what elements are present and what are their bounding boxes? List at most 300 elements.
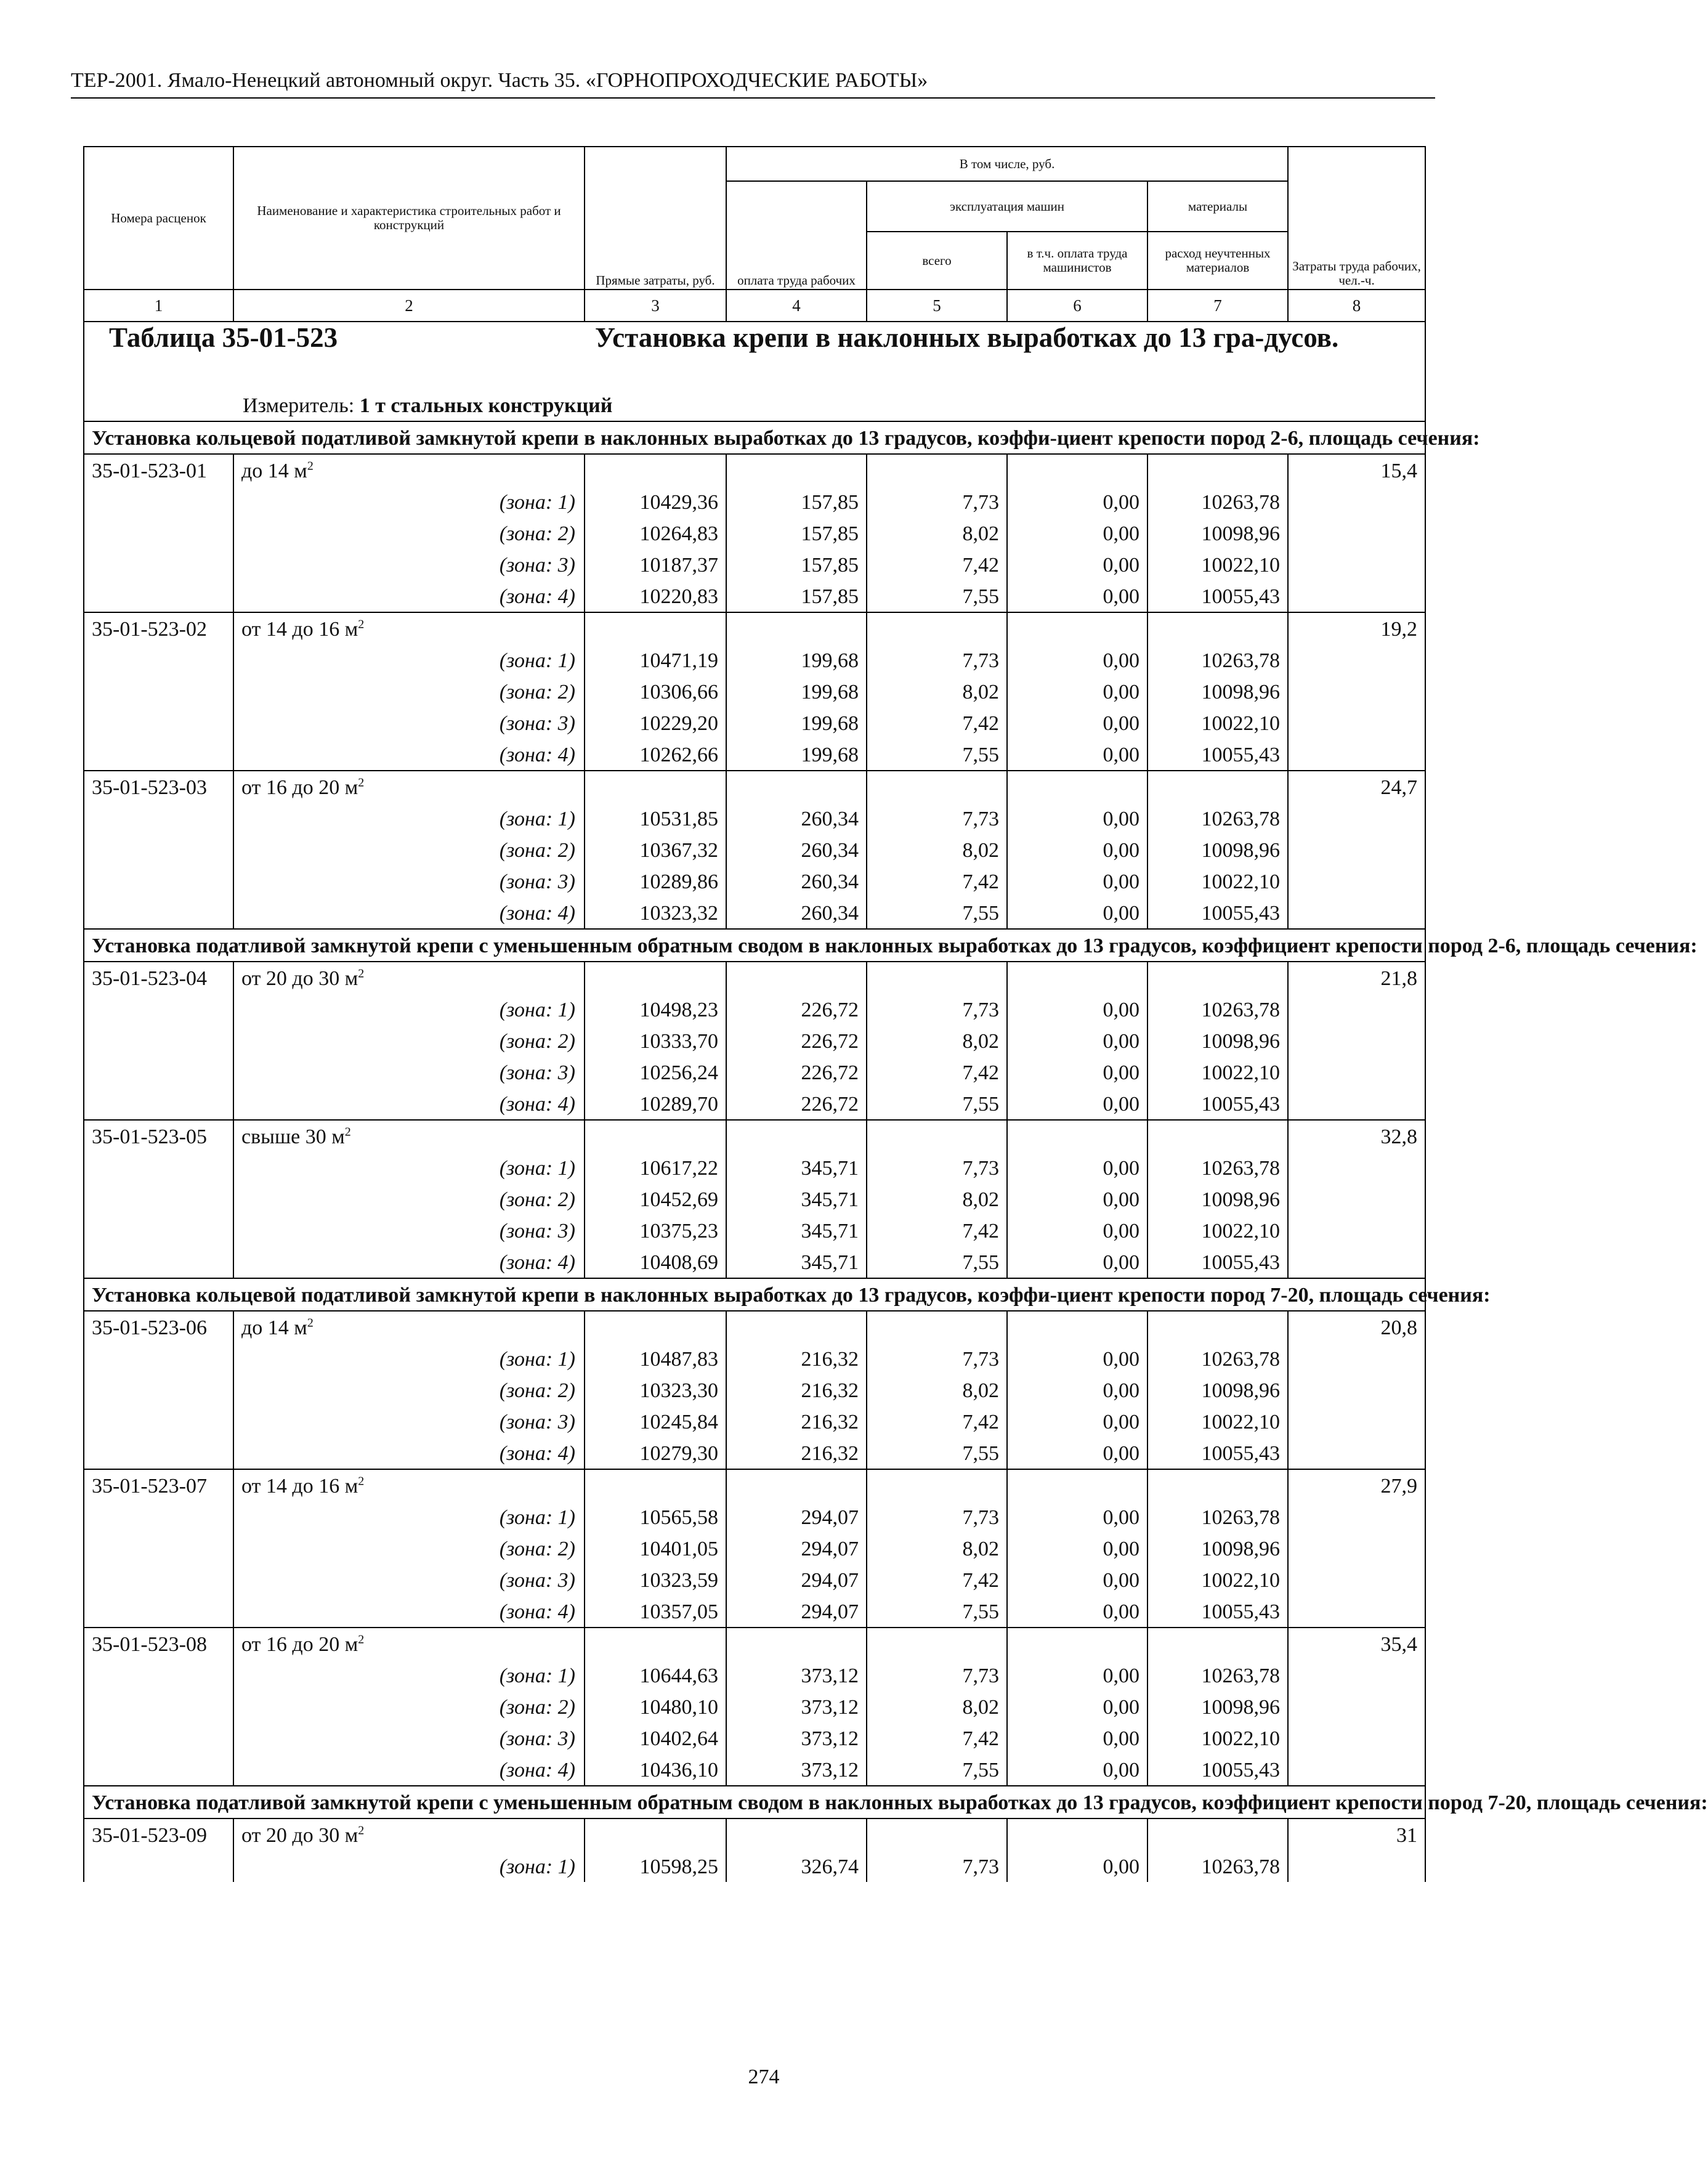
direct-cost: 10480,10 (585, 1691, 726, 1722)
empty-cell (84, 834, 233, 866)
machine-total: 8,02 (867, 1691, 1007, 1722)
empty-cell (84, 1754, 233, 1786)
col-number: 1 (84, 290, 233, 322)
worker-pay: 216,32 (726, 1406, 867, 1437)
col-numbers-row (84, 290, 1425, 322)
direct-cost: 10306,66 (585, 676, 726, 707)
machine-total: 7,55 (867, 1088, 1007, 1120)
empty-cell (1007, 962, 1147, 994)
zone-row (84, 676, 1425, 707)
operator-pay: 0,00 (1007, 1406, 1147, 1437)
square-superscript: 2 (358, 1632, 365, 1647)
empty-cell (726, 962, 867, 994)
empty-cell (1007, 454, 1147, 486)
operator-pay: 0,00 (1007, 517, 1147, 549)
machine-total: 7,55 (867, 897, 1007, 929)
worker-pay: 157,85 (726, 580, 867, 612)
group-heading: Установка кольцевой податливой замкнутой крепи в наклонных выработках до 13 градусов, коэффи-циент крепости пород 2-6, площадь сечения: (84, 421, 1425, 454)
group-heading-row (84, 421, 1425, 454)
square-superscript: 2 (358, 967, 365, 981)
rates-table (83, 146, 1708, 1882)
table-title-row (84, 322, 1425, 421)
rate-row (84, 1628, 1425, 1660)
empty-cell (1147, 454, 1288, 486)
rate-row (84, 962, 1425, 994)
empty-cell (84, 1595, 233, 1628)
empty-cell (1288, 580, 1425, 612)
empty-cell (1288, 676, 1425, 707)
col-header-operator-pay: в т.ч. оплата труда машинистов (1007, 232, 1147, 290)
zone-label: (зона: 3) (233, 866, 585, 897)
empty-cell (84, 1660, 233, 1691)
zone-label: (зона: 4) (233, 1088, 585, 1120)
operator-pay: 0,00 (1007, 486, 1147, 517)
empty-cell (1288, 1533, 1425, 1564)
zone-label: (зона: 2) (233, 1025, 585, 1056)
worker-pay: 157,85 (726, 549, 867, 580)
materials-cost: 10055,43 (1147, 1437, 1288, 1469)
materials-cost: 10098,96 (1147, 834, 1288, 866)
rate-code: 35-01-523-05 (84, 1120, 233, 1152)
col-header-in-total: В том числе, руб. (726, 147, 1288, 181)
zone-label: (зона: 4) (233, 897, 585, 929)
empty-cell (84, 1533, 233, 1564)
machine-total: 7,73 (867, 994, 1007, 1025)
materials-cost: 10263,78 (1147, 803, 1288, 834)
operator-pay: 0,00 (1007, 803, 1147, 834)
col-header-total: всего (867, 232, 1007, 290)
direct-cost: 10220,83 (585, 580, 726, 612)
table-number: Таблица 35-01-523 (109, 322, 338, 353)
rate-code: 35-01-523-02 (84, 612, 233, 644)
empty-cell (1288, 517, 1425, 549)
empty-cell (726, 1469, 867, 1501)
worker-pay: 157,85 (726, 486, 867, 517)
empty-cell (84, 739, 233, 771)
rate-description (233, 1120, 585, 1152)
machine-total: 7,73 (867, 1851, 1007, 1882)
worker-pay: 216,32 (726, 1437, 867, 1469)
zone-row (84, 994, 1425, 1025)
machine-total: 7,73 (867, 803, 1007, 834)
machine-total: 7,55 (867, 739, 1007, 771)
materials-cost: 10022,10 (1147, 1722, 1288, 1754)
zone-label: (зона: 2) (233, 1374, 585, 1406)
machine-total: 8,02 (867, 1025, 1007, 1056)
operator-pay: 0,00 (1007, 1183, 1147, 1215)
labor-cost: 21,8 (1288, 962, 1425, 994)
square-superscript: 2 (358, 1823, 365, 1838)
square-superscript: 2 (358, 776, 365, 790)
empty-cell (1288, 897, 1425, 929)
machine-total: 7,55 (867, 1246, 1007, 1278)
empty-cell (1288, 1851, 1425, 1882)
empty-cell (585, 1818, 726, 1851)
zone-row (84, 1851, 1425, 1882)
rate-code: 35-01-523-03 (84, 771, 233, 803)
machine-total: 7,73 (867, 1501, 1007, 1533)
direct-cost: 10323,30 (585, 1374, 726, 1406)
empty-cell (1288, 866, 1425, 897)
labor-cost: 24,7 (1288, 771, 1425, 803)
zone-row (84, 707, 1425, 739)
machine-total: 7,55 (867, 580, 1007, 612)
empty-cell (585, 1628, 726, 1660)
zone-row (84, 1754, 1425, 1786)
zone-row (84, 486, 1425, 517)
col-header-direct-costs: Прямые затраты, руб. (585, 147, 726, 290)
materials-cost: 10022,10 (1147, 866, 1288, 897)
zone-row (84, 1437, 1425, 1469)
worker-pay: 373,12 (726, 1754, 867, 1786)
direct-cost: 10323,59 (585, 1564, 726, 1595)
worker-pay: 260,34 (726, 803, 867, 834)
operator-pay: 0,00 (1007, 1533, 1147, 1564)
materials-cost: 10263,78 (1147, 1152, 1288, 1183)
materials-cost: 10022,10 (1147, 1406, 1288, 1437)
zone-row (84, 1406, 1425, 1437)
zone-row (84, 1691, 1425, 1722)
rate-description (233, 1311, 585, 1343)
machine-total: 7,55 (867, 1754, 1007, 1786)
zone-row (84, 1152, 1425, 1183)
empty-cell (867, 962, 1007, 994)
col-number: 2 (233, 290, 585, 322)
materials-cost: 10055,43 (1147, 1754, 1288, 1786)
machine-total: 7,42 (867, 549, 1007, 580)
operator-pay: 0,00 (1007, 897, 1147, 929)
empty-cell (1147, 1120, 1288, 1152)
direct-cost: 10436,10 (585, 1754, 726, 1786)
labor-cost: 27,9 (1288, 1469, 1425, 1501)
table-meter (243, 394, 612, 418)
empty-cell (867, 454, 1007, 486)
materials-cost: 10098,96 (1147, 676, 1288, 707)
empty-cell (726, 612, 867, 644)
col-number: 6 (1007, 290, 1147, 322)
zone-row (84, 1246, 1425, 1278)
materials-cost: 10055,43 (1147, 897, 1288, 929)
worker-pay: 345,71 (726, 1152, 867, 1183)
materials-cost: 10055,43 (1147, 580, 1288, 612)
operator-pay: 0,00 (1007, 1595, 1147, 1628)
machine-total: 7,73 (867, 486, 1007, 517)
empty-cell (1288, 1343, 1425, 1374)
worker-pay: 294,07 (726, 1595, 867, 1628)
operator-pay: 0,00 (1007, 676, 1147, 707)
materials-cost: 10098,96 (1147, 517, 1288, 549)
rate-description (233, 1469, 585, 1501)
empty-cell (1007, 1818, 1147, 1851)
machine-total: 7,42 (867, 1406, 1007, 1437)
zone-label: (зона: 1) (233, 803, 585, 834)
empty-cell (1288, 1183, 1425, 1215)
direct-cost: 10256,24 (585, 1056, 726, 1088)
materials-cost: 10055,43 (1147, 1595, 1288, 1628)
zone-label: (зона: 1) (233, 1152, 585, 1183)
zone-row (84, 834, 1425, 866)
operator-pay: 0,00 (1007, 1343, 1147, 1374)
zone-label: (зона: 3) (233, 1406, 585, 1437)
materials-cost: 10263,78 (1147, 1343, 1288, 1374)
empty-cell (1007, 1469, 1147, 1501)
rate-description-text: от 20 до 30 м (241, 1824, 358, 1847)
operator-pay: 0,00 (1007, 1056, 1147, 1088)
square-superscript: 2 (358, 1474, 365, 1488)
empty-cell (867, 1311, 1007, 1343)
rate-row (84, 1120, 1425, 1152)
worker-pay: 199,68 (726, 707, 867, 739)
col-header-unaccounted-materials: расход неучтенных материалов (1147, 232, 1288, 290)
operator-pay: 0,00 (1007, 1437, 1147, 1469)
zone-row (84, 1183, 1425, 1215)
empty-cell (1288, 549, 1425, 580)
materials-cost: 10263,78 (1147, 994, 1288, 1025)
worker-pay: 260,34 (726, 866, 867, 897)
col-header-materials: материалы (1147, 181, 1288, 232)
direct-cost: 10498,23 (585, 994, 726, 1025)
direct-cost: 10452,69 (585, 1183, 726, 1215)
operator-pay: 0,00 (1007, 549, 1147, 580)
empty-cell (726, 1120, 867, 1152)
empty-cell (867, 1628, 1007, 1660)
col-header-worker-pay: оплата труда рабочих (726, 181, 867, 290)
empty-cell (585, 1120, 726, 1152)
worker-pay: 226,72 (726, 1056, 867, 1088)
rate-description-text: от 14 до 16 м (241, 1475, 358, 1498)
machine-total: 8,02 (867, 1374, 1007, 1406)
zone-label: (зона: 3) (233, 549, 585, 580)
empty-cell (867, 771, 1007, 803)
worker-pay: 157,85 (726, 517, 867, 549)
empty-cell (1288, 486, 1425, 517)
empty-cell (867, 1120, 1007, 1152)
machine-total: 7,55 (867, 1595, 1007, 1628)
worker-pay: 216,32 (726, 1374, 867, 1406)
materials-cost: 10022,10 (1147, 1564, 1288, 1595)
zone-row (84, 866, 1425, 897)
rate-description (233, 1818, 585, 1851)
rate-row (84, 1311, 1425, 1343)
operator-pay: 0,00 (1007, 739, 1147, 771)
direct-cost: 10617,22 (585, 1152, 726, 1183)
table-body (84, 322, 1708, 1882)
zone-row (84, 1533, 1425, 1564)
worker-pay: 326,74 (726, 1851, 867, 1882)
empty-cell (585, 454, 726, 486)
materials-cost: 10098,96 (1147, 1374, 1288, 1406)
operator-pay: 0,00 (1007, 1660, 1147, 1691)
zone-label: (зона: 4) (233, 1754, 585, 1786)
direct-cost: 10487,83 (585, 1343, 726, 1374)
machine-total: 7,73 (867, 644, 1007, 676)
empty-cell (1288, 1088, 1425, 1120)
direct-cost: 10367,32 (585, 834, 726, 866)
empty-cell (1147, 1628, 1288, 1660)
zone-row (84, 739, 1425, 771)
empty-cell (84, 580, 233, 612)
empty-cell (1288, 803, 1425, 834)
zone-row (84, 897, 1425, 929)
operator-pay: 0,00 (1007, 580, 1147, 612)
meter-value: 1 т стальных конструкций (359, 394, 613, 417)
zone-label: (зона: 1) (233, 1851, 585, 1882)
zone-row (84, 1564, 1425, 1595)
empty-cell (726, 1311, 867, 1343)
zone-row (84, 1025, 1425, 1056)
empty-cell (84, 1025, 233, 1056)
square-superscript: 2 (307, 459, 314, 473)
rate-code: 35-01-523-07 (84, 1469, 233, 1501)
materials-cost: 10022,10 (1147, 1215, 1288, 1246)
zone-label: (зона: 2) (233, 517, 585, 549)
worker-pay: 294,07 (726, 1564, 867, 1595)
direct-cost: 10279,30 (585, 1437, 726, 1469)
empty-cell (867, 1469, 1007, 1501)
zone-row (84, 1722, 1425, 1754)
zone-row (84, 1343, 1425, 1374)
empty-cell (1288, 1501, 1425, 1533)
rate-description (233, 1628, 585, 1660)
machine-total: 7,42 (867, 1056, 1007, 1088)
operator-pay: 0,00 (1007, 1215, 1147, 1246)
operator-pay: 0,00 (1007, 1246, 1147, 1278)
empty-cell (1288, 1722, 1425, 1754)
table-name: Установка крепи в наклонных выработках до 13 гра-дусов. (595, 322, 1339, 353)
labor-cost: 35,4 (1288, 1628, 1425, 1660)
zone-label: (зона: 2) (233, 1533, 585, 1564)
col-number: 4 (726, 290, 867, 322)
materials-cost: 10263,78 (1147, 486, 1288, 517)
group-heading: Установка кольцевой податливой замкнутой крепи в наклонных выработках до 13 градусов, коэффи-циент крепости пород 7-20, площадь сечения: (84, 1278, 1425, 1311)
machine-total: 7,55 (867, 1437, 1007, 1469)
worker-pay: 345,71 (726, 1183, 867, 1215)
rate-row (84, 612, 1425, 644)
materials-cost: 10263,78 (1147, 1660, 1288, 1691)
empty-cell (585, 962, 726, 994)
rate-description (233, 454, 585, 486)
operator-pay: 0,00 (1007, 707, 1147, 739)
zone-label: (зона: 2) (233, 676, 585, 707)
empty-cell (585, 612, 726, 644)
materials-cost: 10055,43 (1147, 739, 1288, 771)
empty-cell (726, 1818, 867, 1851)
direct-cost: 10323,32 (585, 897, 726, 929)
zone-label: (зона: 2) (233, 1183, 585, 1215)
labor-cost: 32,8 (1288, 1120, 1425, 1152)
materials-cost: 10098,96 (1147, 1183, 1288, 1215)
zone-label: (зона: 4) (233, 739, 585, 771)
operator-pay: 0,00 (1007, 1691, 1147, 1722)
empty-cell (1288, 1056, 1425, 1088)
materials-cost: 10263,78 (1147, 1851, 1288, 1882)
direct-cost: 10289,70 (585, 1088, 726, 1120)
empty-cell (1147, 771, 1288, 803)
empty-cell (1288, 1564, 1425, 1595)
empty-cell (1147, 962, 1288, 994)
empty-cell (84, 1691, 233, 1722)
operator-pay: 0,00 (1007, 866, 1147, 897)
machine-total: 8,02 (867, 1183, 1007, 1215)
direct-cost: 10245,84 (585, 1406, 726, 1437)
worker-pay: 226,72 (726, 994, 867, 1025)
empty-cell (84, 549, 233, 580)
rate-description (233, 612, 585, 644)
zone-label: (зона: 3) (233, 707, 585, 739)
rate-description-text: от 14 до 16 м (241, 618, 358, 641)
col-number: 8 (1288, 290, 1425, 322)
empty-cell (1288, 1215, 1425, 1246)
labor-cost: 20,8 (1288, 1311, 1425, 1343)
worker-pay: 373,12 (726, 1722, 867, 1754)
worker-pay: 226,72 (726, 1025, 867, 1056)
empty-cell (1288, 1595, 1425, 1628)
operator-pay: 0,00 (1007, 1722, 1147, 1754)
empty-cell (84, 1215, 233, 1246)
direct-cost: 10565,58 (585, 1501, 726, 1533)
empty-cell (84, 1406, 233, 1437)
empty-cell (867, 1818, 1007, 1851)
direct-cost: 10262,66 (585, 739, 726, 771)
empty-cell (84, 1343, 233, 1374)
col-number: 3 (585, 290, 726, 322)
rate-description (233, 962, 585, 994)
empty-cell (726, 454, 867, 486)
square-superscript: 2 (358, 617, 365, 631)
zone-label: (зона: 3) (233, 1056, 585, 1088)
rate-code: 35-01-523-06 (84, 1311, 233, 1343)
machine-total: 8,02 (867, 1533, 1007, 1564)
empty-cell (84, 486, 233, 517)
rate-description-text: свыше 30 м (241, 1125, 345, 1148)
zone-row (84, 517, 1425, 549)
zone-label: (зона: 1) (233, 1343, 585, 1374)
zone-row (84, 1215, 1425, 1246)
operator-pay: 0,00 (1007, 1088, 1147, 1120)
operator-pay: 0,00 (1007, 644, 1147, 676)
empty-cell (84, 1246, 233, 1278)
table-column-headers (84, 147, 1425, 322)
worker-pay: 260,34 (726, 834, 867, 866)
empty-cell (1288, 707, 1425, 739)
zone-label: (зона: 4) (233, 580, 585, 612)
empty-cell (84, 1722, 233, 1754)
operator-pay: 0,00 (1007, 1754, 1147, 1786)
operator-pay: 0,00 (1007, 834, 1147, 866)
group-heading: Установка податливой замкнутой крепи с уменьшенным обратным сводом в наклонных выработках до 13 градусов, коэффициент крепости пород 7-20, площадь сечения: (84, 1786, 1425, 1818)
empty-cell (867, 612, 1007, 644)
empty-cell (84, 803, 233, 834)
rate-code: 35-01-523-01 (84, 454, 233, 486)
empty-cell (84, 1152, 233, 1183)
page-number: 274 (748, 2066, 780, 2088)
zone-row (84, 580, 1425, 612)
rate-description-text: от 20 до 30 м (241, 967, 358, 990)
worker-pay: 199,68 (726, 739, 867, 771)
empty-cell (1147, 1469, 1288, 1501)
zone-row (84, 1501, 1425, 1533)
operator-pay: 0,00 (1007, 1851, 1147, 1882)
direct-cost: 10408,69 (585, 1246, 726, 1278)
zone-label: (зона: 4) (233, 1595, 585, 1628)
empty-cell (84, 1374, 233, 1406)
rate-code: 35-01-523-08 (84, 1628, 233, 1660)
worker-pay: 199,68 (726, 676, 867, 707)
materials-cost: 10022,10 (1147, 1056, 1288, 1088)
zone-row (84, 803, 1425, 834)
rate-description (233, 771, 585, 803)
worker-pay: 345,71 (726, 1246, 867, 1278)
